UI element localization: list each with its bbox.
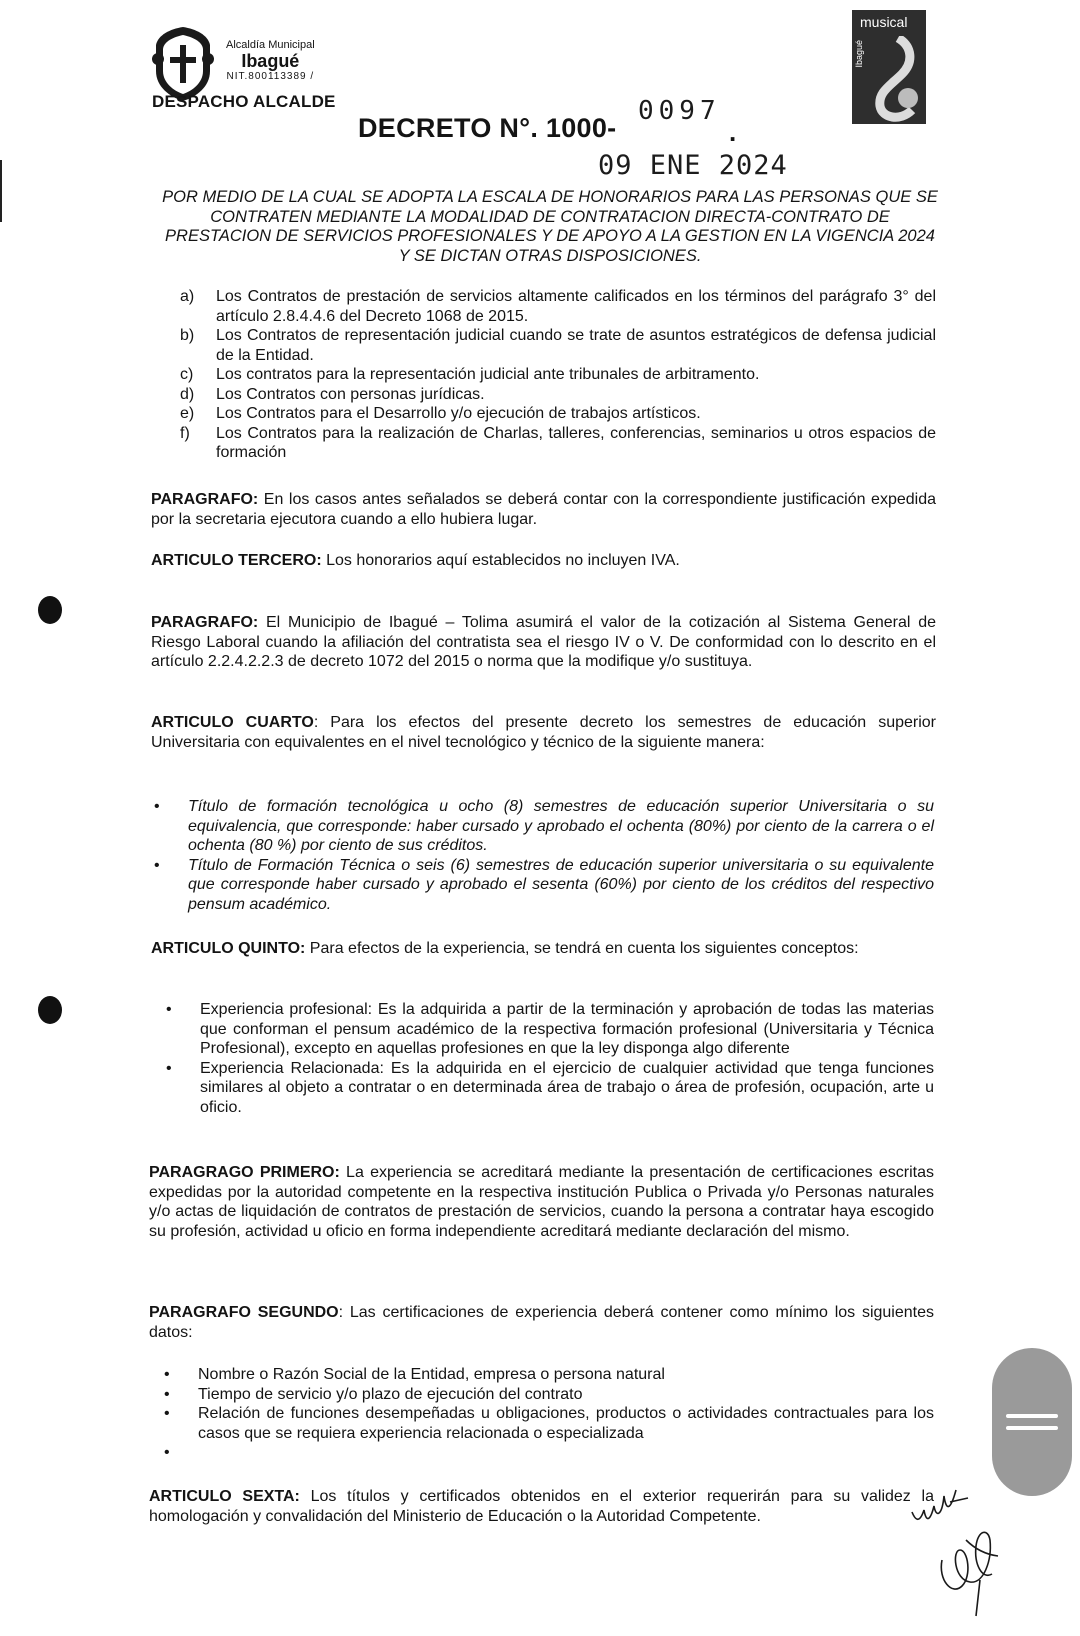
paragrafo-1: PARAGRAFO: En los casos antes señalados se deberá contar con la correspondiente justificación expedida por la secretaria ejecutora cuando a ello hubiera lugar.	[151, 491, 936, 528]
list-item: • Nombre o Razón Social de la Entidad, empresa o persona natural	[164, 1366, 665, 1383]
decree-dot: .	[729, 117, 737, 147]
side-drawer-handle[interactable]	[992, 1348, 1072, 1496]
paragrafo-segundo: PARAGRAFO SEGUNDO: Las certificaciones de experiencia deberá contener como mínimo los siguientes datos:	[149, 1304, 935, 1341]
decree-number-stamp: 0097	[638, 96, 721, 126]
municipality-label: Alcaldía Municipal	[226, 39, 315, 51]
quinto-bullet-list	[166, 1000, 934, 1117]
cuarto-bullet-list	[154, 797, 934, 914]
articulo-tercero: ARTICULO TERCERO: Los honorarios aquí establecidos no incluyen IVA.	[151, 552, 680, 569]
treble-clef-icon	[868, 36, 924, 122]
list-item: b) Los Contratos de representación judicial cuando se trate de asuntos estratégicos de defensa judicial de la Entidad.	[180, 327, 936, 364]
nit-number: NIT.800113389 /	[226, 71, 315, 82]
paragrago-primero: PARAGRAGO PRIMERO: La experiencia se acreditará mediante la presentación de certificaciones escritas expedidas por la autoridad competente en la respectiva institución Publica o Privada y/o Personas naturales y/o actas de liquidación de contratos de prestación de servicios, cuando la persona a contratar haya escogido su profesión, actividad u oficio en forma independiente acreditará mediante declaración del mismo.	[149, 1164, 934, 1240]
decree-date-stamp: 09 ENE 2024	[598, 150, 788, 181]
municipality-logo-text	[226, 38, 315, 84]
segundo-bullet-list	[164, 1365, 934, 1463]
list-item: e) Los Contratos para el Desarrollo y/o ejecución de trabajos artísticos.	[180, 405, 701, 422]
list-item: • Relación de funciones desempeñadas u obligaciones, productos o actividades contractuales para los casos que se requiera experiencia relacionada o especializada	[164, 1405, 934, 1442]
list-item: a) Los Contratos de prestación de servicios altamente calificados en los términos del parágrafo 3° del artículo 2.8.4.4.6 del Decreto 1068 de 2015.	[180, 288, 936, 325]
articulo-cuarto: ARTICULO CUARTO: Para los efectos del presente decreto los semestres de educación superior Universitaria con equivalentes en el nivel tecnológico y técnico de la siguiente manera:	[151, 714, 937, 751]
articulo-sexta: ARTICULO SEXTA: Los títulos y certificados obtenidos en el exterior requerirán para su validez la homologación y convalidación del Ministerio de Educación o la Autoridad Competente.	[149, 1488, 935, 1525]
badge-text: musical	[860, 14, 908, 30]
musical-badge-logo	[852, 10, 926, 124]
badge-side-text: Ibagué	[854, 40, 864, 68]
list-item: • Experiencia profesional: Es la adquirida a partir de la terminación y aprobación de todas las materias que conforman el pensum académico de la respectiva formación profesional (Universitaria y Técnica Profesional), excepto en aquellas profesiones en que la ley disponga algo diferente	[166, 1001, 934, 1057]
list-item: c) Los contratos para la representación judicial ante tribunales de arbitramento.	[180, 366, 760, 383]
list-item: • Tiempo de servicio y/o plazo de ejecución del contrato	[164, 1385, 583, 1403]
city-name: Ibagué	[241, 51, 300, 71]
paragrafo-2: PARAGRAFO: El Municipio de Ibagué – Tolima asumirá el valor de la cotización al Sistema General de Riesgo Laboral cuando la afiliación del contratista sea el riesgo IV o V. De conformidad con lo descrito en el artículo 2.2.4.2.2.3 de decreto 1072 del 2015 o norma que la modifique y/o sustituya.	[151, 614, 936, 670]
contract-type-list	[180, 287, 936, 463]
list-item: • Título de formación tecnológica u ocho (8) semestres de educación superior Universitaria o su equivalencia, que corresponde: haber cursado y aprobado el ochenta (80%) por ciento de la carrera o el ochenta (80 %) por ciento de sus créditos.	[154, 798, 934, 854]
scan-margin-line	[0, 160, 2, 222]
list-item: • Experiencia Relacionada: Es la adquirida en el ejercicio de cualquier actividad que tenga funciones similares al objeto a contratar o en determinada área de trabajo o área de profesión, ocupación, arte u oficio.	[166, 1059, 934, 1116]
punch-hole-mark	[38, 996, 62, 1024]
list-item: d) Los Contratos con personas jurídicas.	[180, 385, 485, 403]
decree-label: DECRETO N°. 1000-	[358, 113, 617, 143]
punch-hole-mark	[38, 596, 62, 624]
decree-title: POR MEDIO DE LA CUAL SE ADOPTA LA ESCALA DE HONORARIOS PARA LAS PERSONAS QUE SE CONTRATEN MEDIANTE LA MODALIDAD DE CONTRATACION DIRECTA-CONTRATO DE PRESTACION DE SERVICIOS PROFESIONALES Y DE APOYO A LA GESTION EN LA VIGENCIA 2024 Y SE DICTAN OTRAS DISPOSICIONES.	[162, 188, 938, 265]
office-name: DESPACHO ALCALDE	[152, 92, 336, 111]
list-item-empty: •	[164, 1444, 170, 1461]
list-item: • Título de Formación Técnica o seis (6) semestres de educación superior universitaria o su equivalente que corresponde haber cursado y aprobado el sesenta (60%) por ciento de los créditos del respectivo pensum académico.	[154, 856, 934, 913]
list-item: f) Los Contratos para la realización de Charlas, talleres, conferencias, seminarios u otros espacios de formación	[180, 424, 936, 461]
handwritten-signature	[932, 1520, 1012, 1620]
articulo-quinto: ARTICULO QUINTO: Para efectos de la experiencia, se tendrá en cuenta los siguientes conceptos:	[151, 940, 859, 957]
